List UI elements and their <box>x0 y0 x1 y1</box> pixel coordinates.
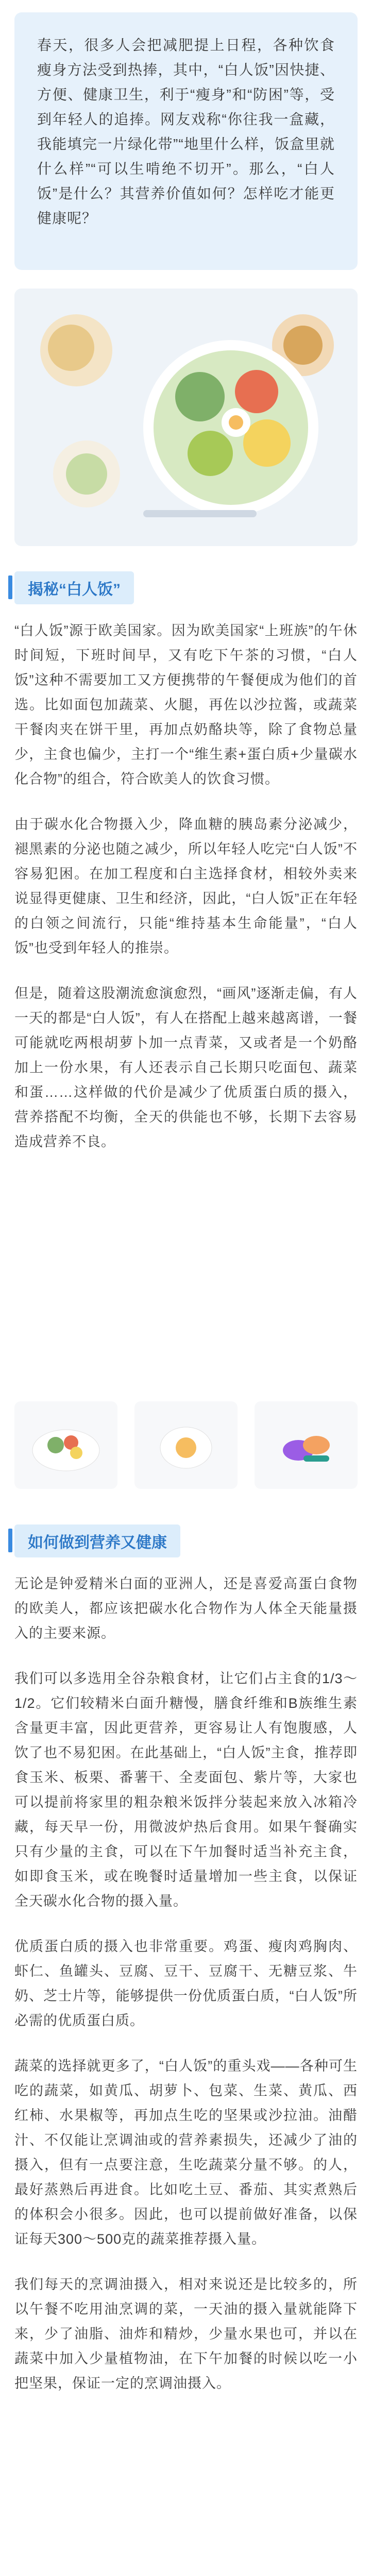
vegetable-food-image <box>255 1401 358 1489</box>
heading-accent-bar <box>8 575 12 599</box>
section1-title: 揭秘“白人饭” <box>28 581 121 598</box>
section1-heading <box>14 572 134 604</box>
hero-image <box>14 289 358 546</box>
section2-heading <box>14 1525 180 1557</box>
section1-title-pill <box>14 571 134 604</box>
section1-paragraph: 由于碳水化合物摄入少，降血糖的胰岛素分泌减少，褪黑素的分泌也随之减少，所以年轻人吃完“白人饭”不容易犯困。在加工程度和白主选择食材，相较外卖来说显得更健康、卫生和经济，因此，“白人饭”正在年轻的白领之间流行，只能“维持基本生命能量”，“白人饭”也受到年轻人的推崇。 <box>14 817 358 956</box>
salad-bowl-illustration <box>14 289 358 546</box>
vegetable-icon <box>267 1414 345 1476</box>
section1-body <box>14 618 358 1154</box>
food-illustrations <box>14 1401 358 1489</box>
section2-title: 如何做到营养又健康 <box>28 1534 167 1551</box>
bowl-icon <box>27 1414 105 1476</box>
section2-paragraph: 我们可以多选用全谷杂粮食材，让它们占主食的1/3～1/2。它们较精米白面升糖慢，膳食纤维和B族维生素含量更丰富，因此更营养，更容易让人有饱腹感，人饮了也不易犯困。在此基础上，“白人饭”主食，推荐即食玉米、板栗、番薯干、全麦面包、紫片等，大家也可以提前将家里的粗杂粮米饭拌分装起来放入冰箱冷藏，每天早一份，用微波炉热后食用。如果午餐确实只有少量的主食，可以在下午加餐时适当补充主食，如即食玉米，或在晚餐时适量增加一些主食，以保证全天碳水化合物的摄入量。 <box>14 1671 358 1909</box>
intro-text: 春天，很多人会把减肥提上日程，各种饮食瘦身方法受到热捧，其中，“白人饭”因快捷、方便、健康卫生，利于“瘦身”和“防困”等，受到年轻人的追捧。网友戏称“你往我一盒藏，我能填完一片绿化带”“地里什么样，饭盒里就什么样”“可以生啃绝不切开”。那么，“白人饭”是什么？其营养价值如何？怎样吃才能更健康呢？ <box>37 37 335 226</box>
egg-icon <box>147 1414 225 1476</box>
intro-box <box>14 12 358 270</box>
section2-body <box>14 1571 358 2396</box>
section2-title-pill <box>14 1524 180 1557</box>
section2-paragraph: 无论是钟爱精米白面的亚洲人，还是喜爱高蛋白食物的欧美人，都应该把碳水化合物作为人体全天能量摄入的主要来源。 <box>14 1576 358 1641</box>
egg-food-image <box>134 1401 238 1489</box>
section2-paragraph: 优质蛋白质的摄入也非常重要。鸡蛋、瘦肉鸡胸肉、虾仁、鱼罐头、豆腐、豆干、豆腐干、无糖豆浆、牛奶、芝士片等，能够提供一份优质蛋白质，“白人饭”所必需的优质蛋白质。 <box>14 1939 358 2028</box>
section1-paragraph: 但是，随着这股潮流愈演愈烈，“画风”逐渐走偏，有人一天的都是“白人饭”，有人在搭配上越来越离谱，一餐可能就吃两根胡萝卜加一点青菜，又或者是一个奶酪加上一份水果，有人还表示自己长期只吃面包、蔬菜和蛋……这样做的代价是减少了优质蛋白质的摄入，营养搭配不均衡，全天的供能也不够，长期下去容易造成营养不良。 <box>14 986 358 1149</box>
heading-accent-bar <box>8 1529 12 1552</box>
section1-paragraph: “白人饭”源于欧美国家。因为欧美国家“上班族”的午休时间短，下班时间早，又有吃下午茶的习惯，“白人饭”这种不需要加工又方便携带的午餐便成为他们的首选。比如面包加蔬菜、火腿，再佐以沙拉酱，或蔬菜干餐肉夹在饼干里，再加点奶酪块等，除了食物总量少，主食也偏少，主打一个“维生素+蛋白质+少量碳水化合物”的组合，符合欧美人的饮食习惯。 <box>14 623 358 787</box>
section2-paragraph: 蔬菜的选择就更多了，“白人饭”的重头戏——各种可生吃的蔬菜，如黄瓜、胡萝卜、包菜、生菜、黄瓜、西红柿、水果椒等，再加点生吃的坚果或沙拉油。油醋汁、不仅能让烹调油或的营养素损失，还减少了油的摄入，但有一点要注意，生吃蔬菜分量不够。的人，最好蒸熟后再进食。比如吃土豆、番茄、其实煮熟后的体积会小很多。因此，也可以提前做好准备，以保证每天300～500克的蔬菜推荐摄入量。 <box>14 2058 358 2247</box>
section2-paragraph: 我们每天的烹调油摄入，相对来说还是比较多的，所以午餐不吃用油烹调的菜，一天油的摄入量就能降下来，少了油脂、油炸和精炒，少量水果也可，并以在蔬菜中加入少量植物油，在下午加餐的时候以吃一小把坚果，保证一定的烹调油摄入。 <box>14 2277 358 2391</box>
bowl-food-image <box>14 1401 117 1489</box>
